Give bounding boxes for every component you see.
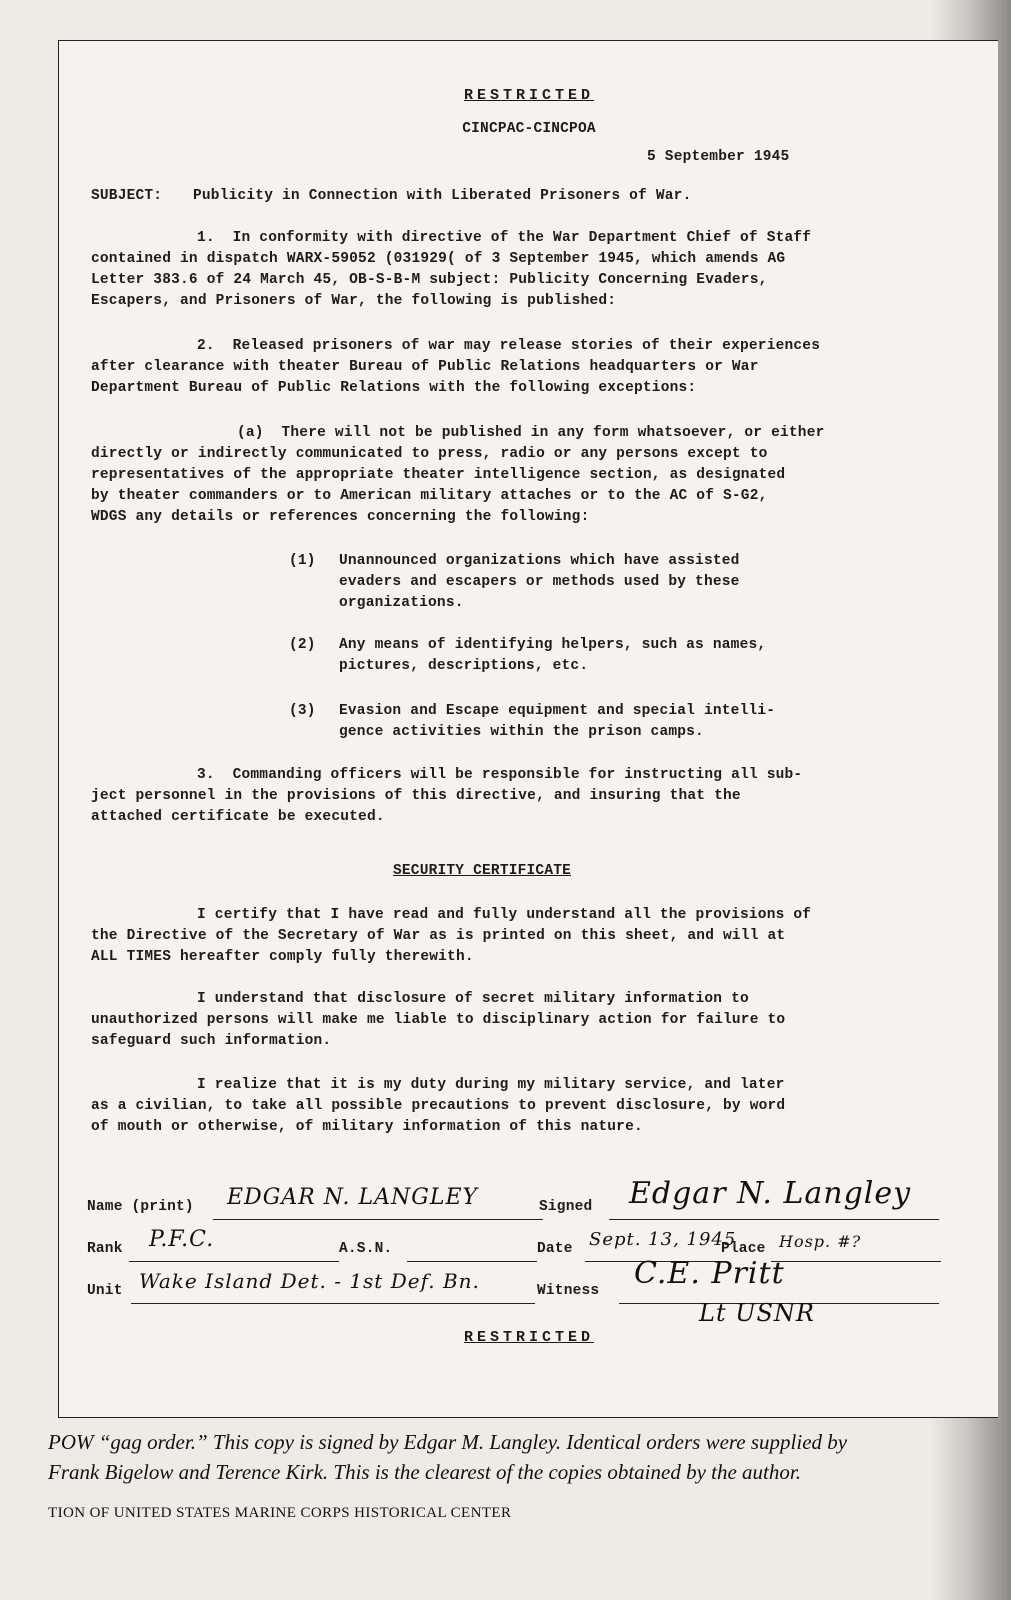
place-line (771, 1261, 941, 1262)
document-date: 5 September 1945 (647, 149, 790, 165)
typed-document (58, 40, 998, 1418)
para3-line: ject personnel in the provisions of this directive, and insuring that the (91, 788, 741, 804)
asn-line (407, 1261, 537, 1262)
para2a-line: representatives of the appropriate theater intelligence section, as designated (91, 467, 786, 483)
item-line: pictures, descriptions, etc. (339, 658, 589, 674)
signed-line (609, 1219, 939, 1220)
witness-label: Witness (537, 1283, 600, 1299)
item-line: Unannounced organizations which have assisted (339, 553, 740, 569)
office-header: CINCPAC-CINCPOA (462, 121, 596, 137)
signature: Edgar N. Langley (629, 1176, 912, 1211)
date-label: Date (537, 1241, 573, 1257)
witness-signature: C.E. Pritt (634, 1256, 785, 1291)
certificate-line: safeguard such information. (91, 1033, 332, 1049)
name-value: EDGAR N. LANGLEY (227, 1185, 479, 1210)
certificate-title: SECURITY CERTIFICATE (393, 863, 572, 879)
para2a-line: (a) There will not be published in any form whatsoever, or either (237, 425, 825, 441)
item-line: evaders and escapers or methods used by these (339, 574, 740, 590)
para2-line: after clearance with theater Bureau of Public Relations headquarters or War (91, 359, 759, 375)
name-line (213, 1219, 543, 1220)
item-line: organizations. (339, 595, 464, 611)
para1-line: contained in dispatch WARX-59052 (031929( of 3 September 1945, which amends AG (91, 251, 786, 267)
asn-label: A.S.N. (339, 1241, 393, 1257)
para1-line: Escapers, and Prisoners of War, the following is published: (91, 293, 617, 309)
restricted-header: RESTRICTED (463, 87, 594, 104)
para2a-line: directly or indirectly communicated to press, radio or any persons except to (91, 446, 768, 462)
certificate-line: unauthorized persons will make me liable to disciplinary action for failure to (91, 1012, 786, 1028)
restricted-footer: RESTRICTED (463, 1329, 594, 1346)
para1-line: Letter 383.6 of 24 March 45, OB-S-B-M subject: Publicity Concerning Evaders, (91, 272, 768, 288)
name-label: Name (print) (87, 1199, 194, 1215)
item-number: (1) (289, 553, 316, 569)
rank-label: Rank (87, 1241, 123, 1257)
certificate-line: as a civilian, to take all possible precautions to prevent disclosure, by word (91, 1098, 786, 1114)
caption-line: Frank Bigelow and Terence Kirk. This is the clearest of the copies obtained by the author. (48, 1460, 801, 1484)
unit-value: Wake Island Det. - 1st Def. Bn. (139, 1269, 480, 1293)
para2-line: 2. Released prisoners of war may release stories of their experiences (197, 338, 821, 354)
para3-line: attached certificate be executed. (91, 809, 385, 825)
para2-line: Department Bureau of Public Relations with the following exceptions: (91, 380, 697, 396)
item-line: Any means of identifying helpers, such as names, (339, 637, 767, 653)
para2a-line: by theater commanders or to American military attaches or to the AC of S-G2, (91, 488, 768, 504)
witness-rank: Lt USNR (699, 1299, 815, 1327)
certificate-line: I realize that it is my duty during my military service, and later (197, 1077, 785, 1093)
unit-label: Unit (87, 1283, 123, 1299)
rank-line (129, 1261, 339, 1262)
subject-text: Publicity in Connection with Liberated Prisoners of War. (193, 188, 692, 204)
item-line: Evasion and Escape equipment and special intelli- (339, 703, 776, 719)
para1-line: 1. In conformity with directive of the War Department Chief of Staff (197, 230, 812, 246)
source-credit: TION OF UNITED STATES MARINE CORPS HISTORICAL CENTER (48, 1505, 512, 1521)
certificate-line: I understand that disclosure of secret military information to (197, 991, 749, 1007)
place-value: Hosp. #? (779, 1232, 862, 1251)
item-number: (3) (289, 703, 316, 719)
certificate-line: the Directive of the Secretary of War as is printed on this sheet, and will at (91, 928, 786, 944)
signed-label: Signed (539, 1199, 593, 1215)
certificate-line: I certify that I have read and fully understand all the provisions of (197, 907, 812, 923)
certificate-line: ALL TIMES hereafter comply fully therewith. (91, 949, 474, 965)
certificate-line: of mouth or otherwise, of military information of this nature. (91, 1119, 643, 1135)
para2a-line: WDGS any details or references concerning the following: (91, 509, 590, 525)
item-line: gence activities within the prison camps. (339, 724, 704, 740)
subject-label: SUBJECT: (91, 188, 163, 204)
item-number: (2) (289, 637, 316, 653)
place-label: Place (721, 1241, 766, 1257)
unit-line (131, 1303, 535, 1304)
para3-line: 3. Commanding officers will be responsible for instructing all sub- (197, 767, 803, 783)
date-value: Sept. 13, 1945 (589, 1229, 737, 1250)
rank-value: P.F.C. (149, 1227, 215, 1252)
caption-line: POW “gag order.” This copy is signed by Edgar M. Langley. Identical orders were supplied by (48, 1430, 848, 1454)
